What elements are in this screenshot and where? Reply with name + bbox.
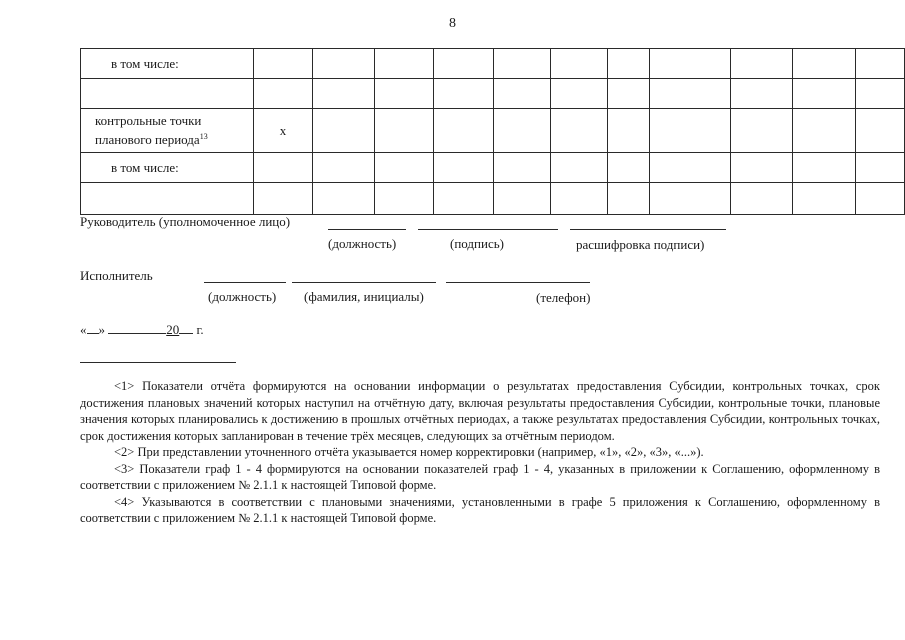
date-close-quote: » [98, 322, 105, 337]
exec-phone-line [446, 282, 590, 283]
caption-exec-phone: (телефон) [536, 290, 591, 305]
footnote-3: <3> Показатели граф 1 - 4 формируются на основании показателей граф 1 - 4, указанных в приложении к Соглашению, оформленному в соответствии с приложением № 2.1.1 к настоящей Типовой форме. [80, 461, 880, 492]
row-label-line: контрольные точки [95, 113, 202, 128]
page-number: 8 [449, 16, 456, 31]
table-row [81, 183, 905, 215]
date-suffix: г. [196, 322, 204, 337]
footnotes [80, 378, 880, 527]
footnote-4: <4> Указываются в соответствии с плановыми значениями, установленными в графе 5 приложения к Соглашению, оформленному в соответствии с приложением № 2.1.1 к настоящей Типовой форме. [80, 494, 880, 525]
caption-signature: (подпись) [450, 236, 504, 251]
row-label-line: планового периода [95, 132, 200, 147]
head-position-line [328, 229, 406, 230]
table-row [81, 49, 905, 79]
footnote-1: <1> Показатели отчёта формируются на основании информации о результатах предоставления Субсидии, контрольных точках, срок достижения плановых значений которых наступил на отчётную дату, включая результаты предоставления Субсидии, контрольные точки, плановые значения которых планировались к достижению в прошлых отчётных периодах, а также результатах предоставления Субсидии, контрольных точках, срок достижения которых запланирован в течение трёх месяцев, следующих за отчётным периодом. [80, 379, 880, 443]
caption-exec-position: (должность) [208, 289, 277, 304]
head-signature-label: Руководитель (уполномоченное лицо) [80, 214, 291, 229]
date-open-quote: « [80, 322, 87, 337]
caption-exec-name: (фамилия, инициалы) [304, 289, 424, 304]
report-table [80, 48, 905, 215]
exec-name-line [292, 282, 436, 283]
footnote-ref: 13 [199, 132, 208, 141]
date-line [80, 322, 204, 338]
table-row [81, 153, 905, 183]
table-row [81, 79, 905, 109]
row-label [81, 109, 254, 153]
executor-label: Исполнитель [80, 268, 153, 283]
exec-position-line [204, 282, 286, 283]
date-year-prefix: 20 [166, 322, 180, 337]
caption-decode: расшифровка подписи) [576, 237, 705, 252]
head-signature-line [418, 229, 558, 230]
footnote-separator [80, 362, 236, 363]
head-decode-line [570, 229, 726, 230]
row-label [81, 183, 254, 215]
row-label: в том числе: [81, 153, 254, 183]
row-label: в том числе: [81, 49, 254, 79]
row-label [81, 79, 254, 109]
cell-mark: x [253, 109, 312, 153]
caption-position: (должность) [328, 236, 397, 251]
footnote-2: <2> При представлении уточненного отчёта указывается номер корректировки (например, «1», «2», «3», «...»). [114, 445, 704, 459]
table-row [81, 109, 905, 153]
